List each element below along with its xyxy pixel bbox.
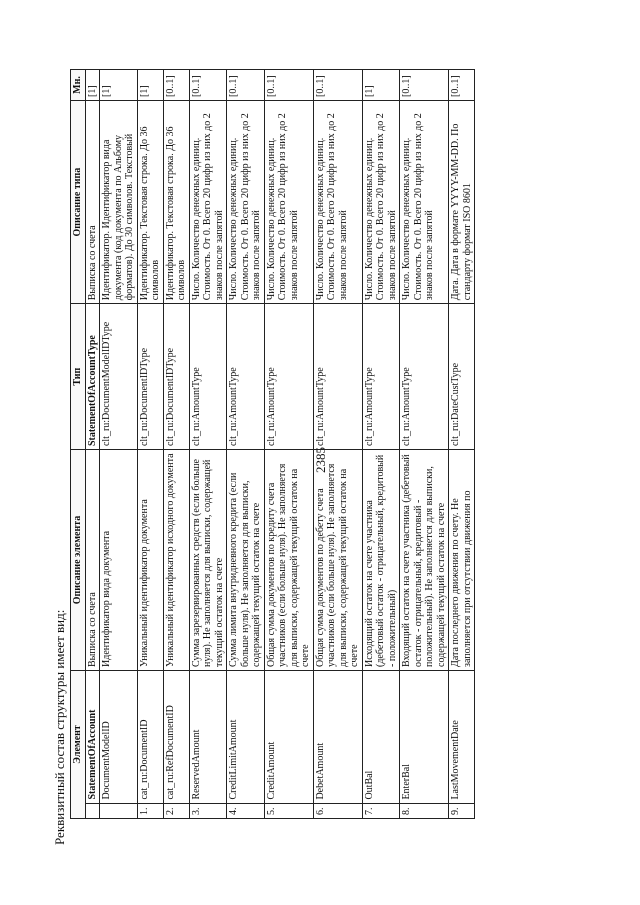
requisites-table [70,69,475,819]
row-number-cell: 2. [163,803,189,818]
element-description-cell: Идентификатор вида документа [100,450,138,671]
table-row [362,70,400,819]
table-row [227,70,265,819]
type-description-cell: Идентификатор. Идентификатор вида документа (код документа по Альбому форматов). До 30 символов. Текстовый [100,100,138,303]
row-number-cell: 8. [400,803,449,818]
type-cell: clt_ru:AmountType [264,304,313,450]
row-number-cell: 9. [449,803,475,818]
element-description-cell: Уникальный идентификатор документа [137,450,163,671]
element-description-cell: Общая сумма документов по дебету счета участников (если больше нуля). Не заполняется для выписки, содержащей текущий остаток на счете [313,450,362,671]
table-row [85,70,100,819]
multiplicity-cell: [0..1] [227,70,265,101]
header-type: Тип [71,304,86,450]
multiplicity-cell: [1] [137,70,163,101]
multiplicity-cell: [0..1] [400,70,449,101]
element-description-cell: Уникальный идентификатор исходного документа [163,450,189,671]
element-name-cell: DebetAmount [313,670,362,803]
element-name-cell: EnterBal [400,670,449,803]
row-number-cell: 5. [264,803,313,818]
multiplicity-cell: [1] [85,70,100,101]
page-number: 2385 [313,447,328,473]
table-row [313,70,362,819]
table-row [400,70,449,819]
type-cell: clt_ru:AmountType [400,304,449,450]
row-number-cell: 1. [137,803,163,818]
table-row [100,70,138,819]
element-name-cell: cat_ru:DocumentID [137,670,163,803]
row-number-cell [85,803,100,818]
type-description-cell: Выписка со счета [85,100,100,303]
type-cell: clt_ru:AmountType [362,304,400,450]
row-number-cell: 6. [313,803,362,818]
rotated-page-content [52,65,612,845]
type-description-cell: Число. Количество денежных единиц. Стоимость. От 0. Всего 20 цифр из них до 2 знаков после запятой [313,100,362,303]
type-cell: clt_ru:DocumentIDType [163,304,189,450]
header-element: Элемент [71,670,86,818]
element-name-cell: cat_ru:RefDocumentID [163,670,189,803]
element-description-cell: Выписка со счета [85,450,100,671]
type-description-cell: Идентификатор. Текстовая строка. До 36 символов [163,100,189,303]
table-body [85,70,475,819]
type-description-cell: Число. Количество денежных единиц. Стоимость. От 0. Всего 20 цифр из них до 2 знаков после запятой [189,100,227,303]
type-cell: clt_ru:AmountType [313,304,362,450]
element-name-cell: CreditLimitAmount [227,670,265,803]
element-description-cell: Входящий остаток на счете участника (дебетовый остаток - отрицательный, кредитовый - положительный). Не заполняется для выписки, содержащей текущий остаток на счете [400,450,449,671]
element-description-cell: Сумма лимита внутридневного кредита (если больше нуля). Не заполняется для выписки, содержащей текущий остаток на счете [227,450,265,671]
type-description-cell: Идентификатор. Текстовая строка. До 36 символов [137,100,163,303]
header-multiplicity: Мн. [71,70,86,101]
type-cell: clt_ru:DocumentIDType [137,304,163,450]
type-description-cell: Число. Количество денежных единиц. Стоимость. От 0. Всего 20 цифр из них до 2 знаков после запятой [264,100,313,303]
type-cell: StatementOfAccountType [85,304,100,450]
multiplicity-cell: [0..1] [189,70,227,101]
type-description-cell: Дата. Дата в формате YYYY-MM-DD. По стандарту формат ISO 8601 [449,100,475,303]
element-description-cell: Исходящий остаток на счете участника (дебетовый остаток - отрицательный, кредитовый - положительный) [362,450,400,671]
element-name-cell: CreditAmount [264,670,313,803]
type-cell: clt_ru:AmountType [189,304,227,450]
element-name-cell: ReservedAmount [189,670,227,803]
type-cell: clt_ru:DocumentModelIDType [100,304,138,450]
type-description-cell: Число. Количество денежных единиц. Стоимость. От 0. Всего 20 цифр из них до 2 знаков после запятой [227,100,265,303]
element-name-cell: StatementOfAccount [85,670,100,803]
header-type-description: Описание типа [71,100,86,303]
element-name-cell: OutBal [362,670,400,803]
row-number-cell [100,803,138,818]
element-description-cell: Общая сумма документов по кредиту счета участников (если больше нуля). Не заполняется для выписки, содержащей текущий остаток на счете [264,450,313,671]
type-description-cell: Число. Количество денежных единиц. Стоимость. От 0. Всего 20 цифр из них до 2 знаков после запятой [362,100,400,303]
multiplicity-cell: [1] [362,70,400,101]
table-header-row [71,70,86,819]
row-number-cell: 3. [189,803,227,818]
multiplicity-cell: [0..1] [264,70,313,101]
element-name-cell: DocumentModelID [100,670,138,803]
row-number-cell: 7. [362,803,400,818]
type-description-cell: Число. Количество денежных единиц. Стоимость. От 0. Всего 20 цифр из них до 2 знаков после запятой [400,100,449,303]
table-row [137,70,163,819]
table-row [449,70,475,819]
multiplicity-cell: [0..1] [163,70,189,101]
element-description-cell: Сумма зарезервированных средств (если больше нуля). Не заполняется для выписки, содержащей текущий остаток на счете [189,450,227,671]
row-number-cell: 4. [227,803,265,818]
multiplicity-cell: [0..1] [313,70,362,101]
multiplicity-cell: [1] [100,70,138,101]
type-cell: clt_ru:AmountType [227,304,265,450]
element-description-cell: Дата последнего движения по счету. Не заполняется при отсутствии движения по [449,450,475,671]
type-cell: clt_ru:DateCustType [449,304,475,450]
element-name-cell: LastMovementDate [449,670,475,803]
table-row [264,70,313,819]
table-row [189,70,227,819]
table-row [163,70,189,819]
header-element-description: Описание элемента [71,450,86,671]
intro-text: Реквизитный состав структуры имеет вид: [52,609,67,845]
multiplicity-cell: [0..1] [449,70,475,101]
